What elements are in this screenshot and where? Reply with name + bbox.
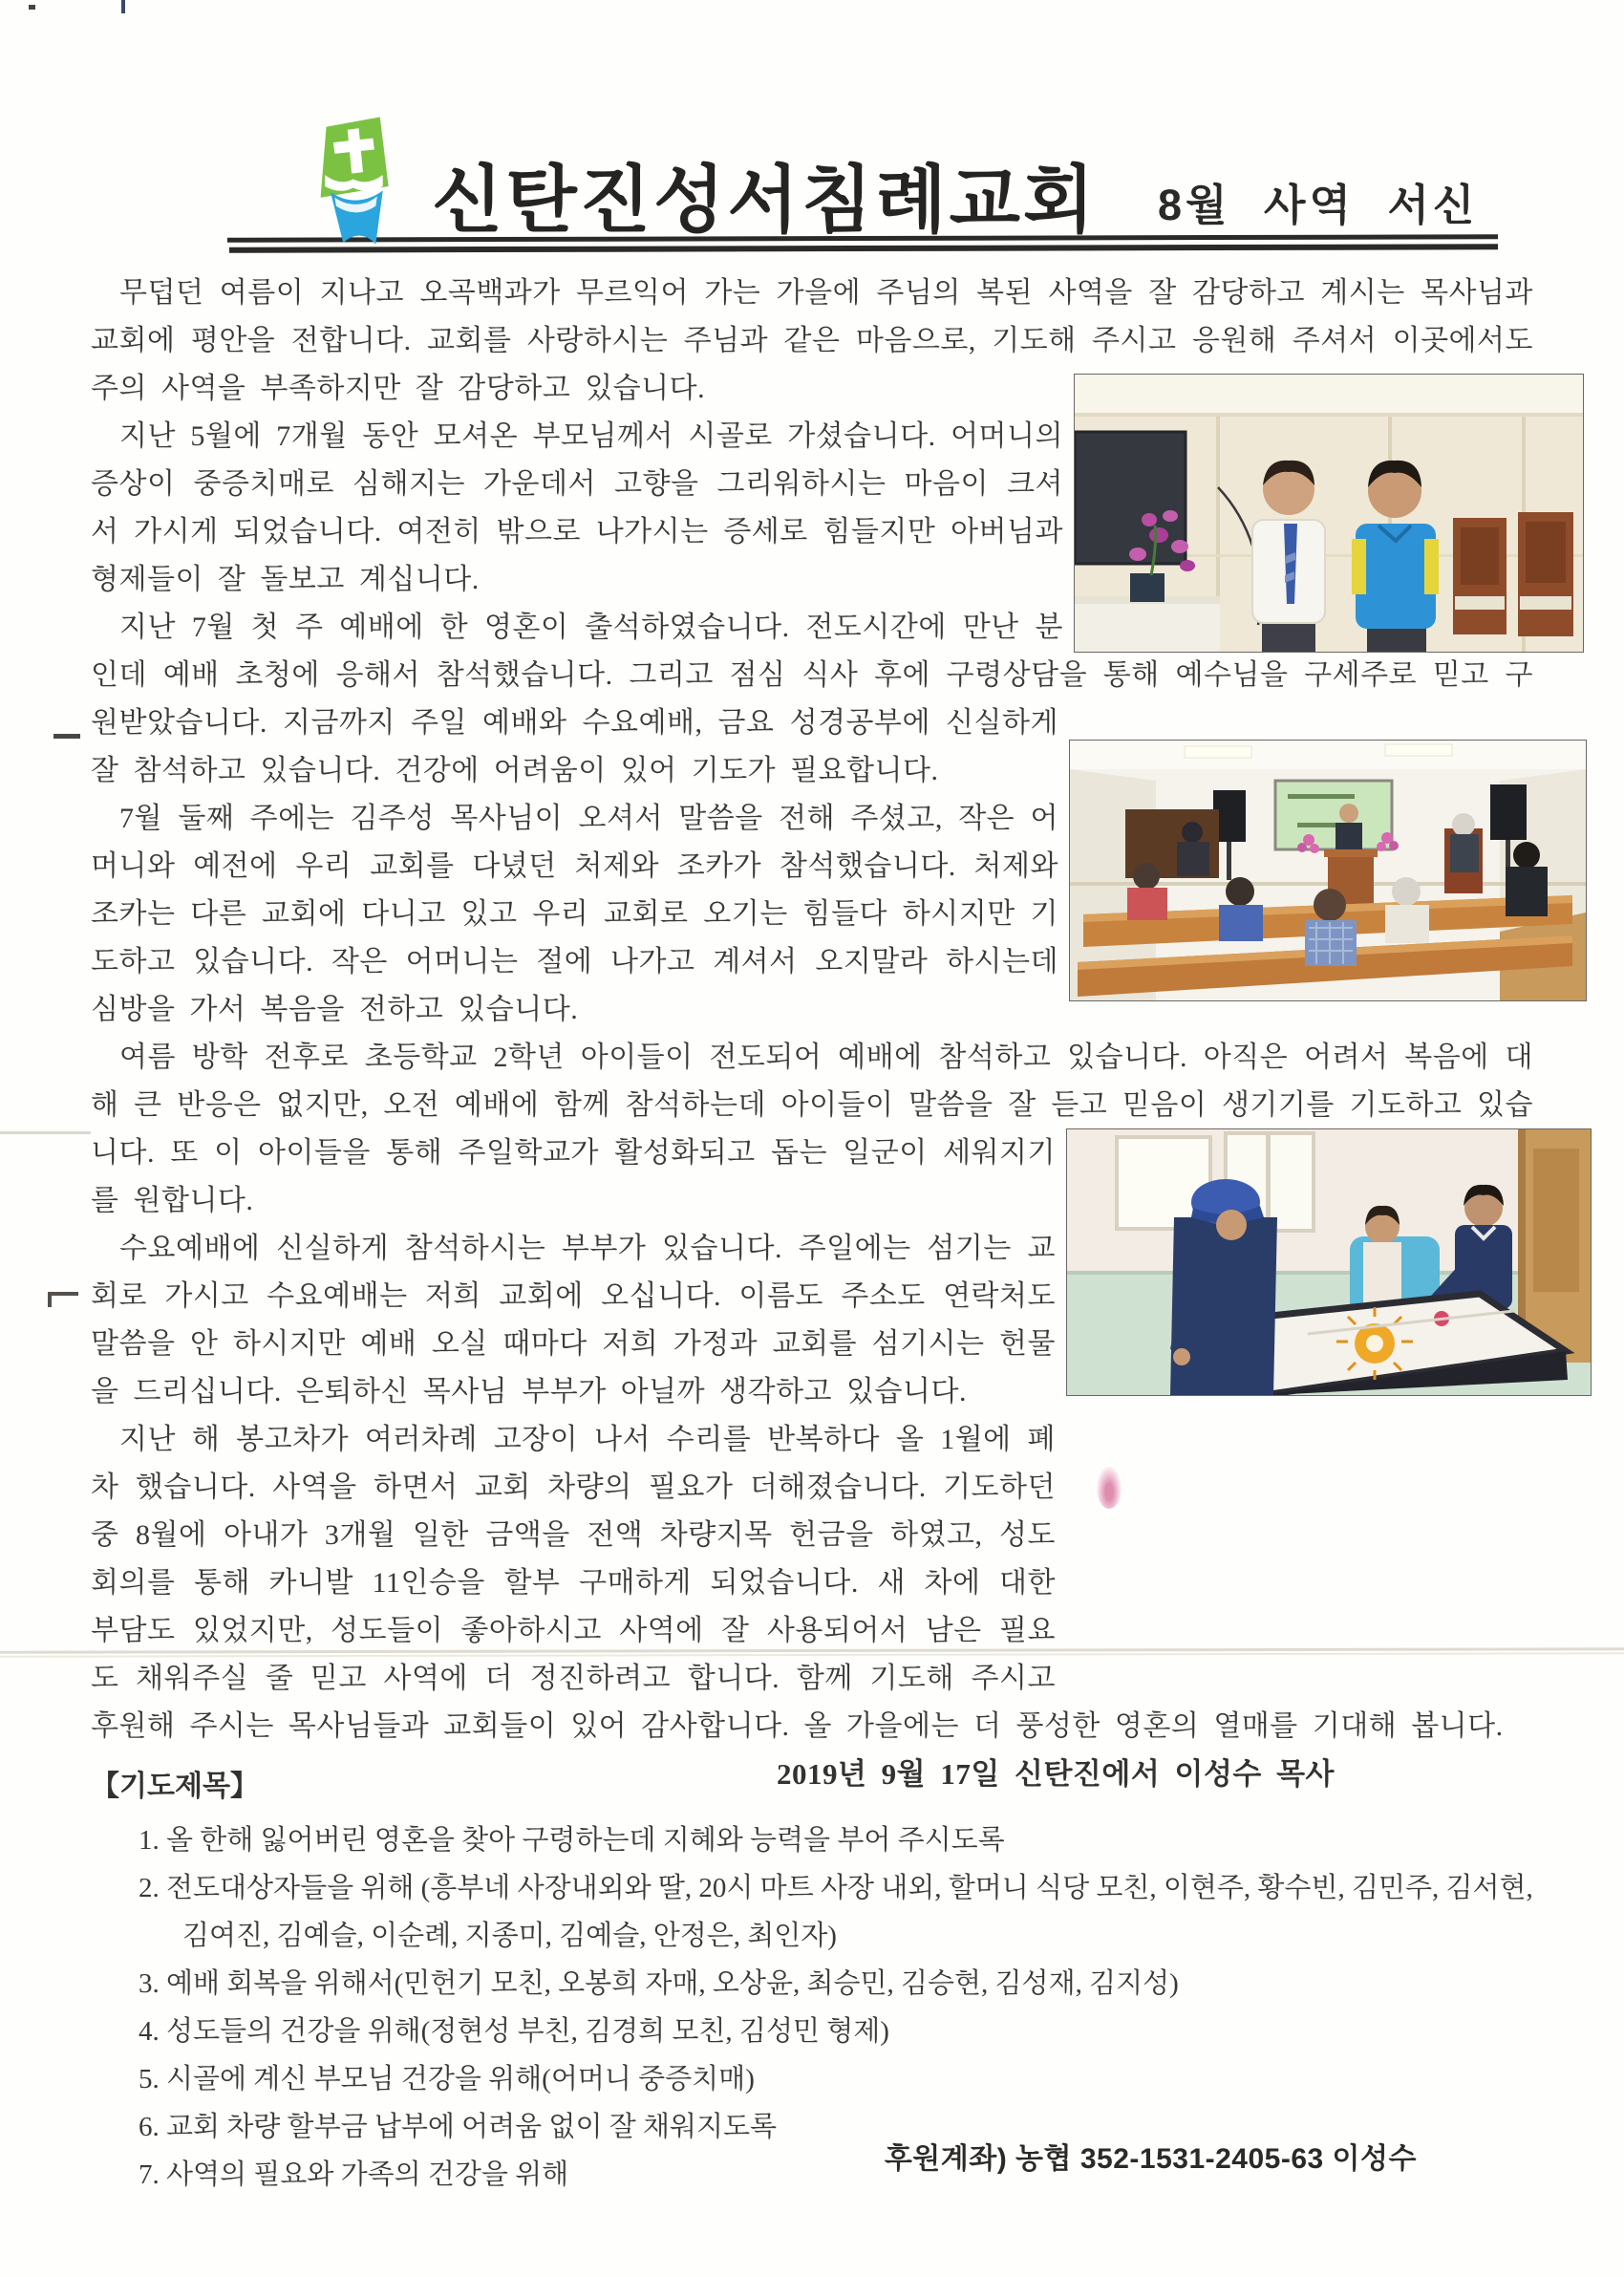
paragraph: 7월 둘째 주에는 김주성 목사님이 오셔서 말씀을 전해 주셨고, 작은 어머니와 예전에 우리 교회를 다녔던 처제와 조카가 참석했습니다. 처제와 조카는 다른 교회에 다니고 있고 우리 교회로 오기는 힘들다 하시지만 기도하고 있습니다. 작은 어머니는 절에 나가고 계셔서 오지말라 하시는데 심방을 가서 복음을 전하고 있습니다. xyxy=(91,803,1058,1025)
photo-children-playing-game xyxy=(1067,1129,1591,1395)
scan-margin-mark xyxy=(48,1292,78,1296)
photo-pastor-and-new-believer xyxy=(1075,375,1583,652)
church-logo-icon xyxy=(291,113,435,254)
prayer-item-text: 성도들의 건강을 위해(정현성 부친, 김경희 모친, 김성민 형제) xyxy=(166,2016,889,2047)
paragraph: 지난 7월 첫 주 예배에 한 영혼이 출석하였습니다. 전도시간에 만난 분인데 예배 초청에 응해서 참석했습니다. 그리고 점심 식사 후에 구령상담을 통해 예수님을 구세주로 믿고 구원받았습니다. 지금까지 주일 예배와 수요예배, 금요 성경공부에 신실하게 잘 참석하고 있습니다. 건강에 어려움이 있어 기도가 필요합니다. xyxy=(91,612,1533,786)
paper-crease xyxy=(0,1131,91,1134)
paragraph: 지난 5월에 7개월 동안 모셔온 부모님께서 시골로 가셨습니다. 어머니의 증상이 중증치매로 심해지는 가운데서 고향을 그리워하시는 마음이 크셔서 가시게 되었습니다. 여전히 밖으로 나가시는 증세로 힘들지만 아버님과 형제들이 잘 돌보고 계십니다. xyxy=(91,420,1063,595)
prayer-item xyxy=(114,1960,1552,2008)
prayer-item xyxy=(114,2055,1552,2103)
church-name: 신탄진성서침례교회 xyxy=(432,160,1098,242)
prayer-item xyxy=(114,2008,1552,2055)
paragraph: 지난 해 봉고차가 여러차례 고장이 나서 수리를 반복하다 올 1월에 폐차 했습니다. 사역을 하면서 교회 차량의 필요가 더해졌습니다. 기도하던 중 8월에 아내가 3개월 일한 금액을 전액 차량지목 헌금을 하였고, 성도회의를 통해 카니발 11인승을 할부 구매하게 되었습니다. 새 차에 대한 부담도 있었지만, 성도들이 좋아하시고 사역에 잘 사용되어서 남은 필요도 채워주실 줄 믿고 사역에 더 정진하려고 합니다. 함께 기도해 주시고 후원해 주시는 목사님들과 교회들이 있어 감사합니다. 올 가을에는 더 풍성한 영혼의 열매를 기대해 봅니다. xyxy=(91,1424,1504,1742)
support-account-line: 후원계좌) 농협 352-1531-2405-63 이성수 xyxy=(884,2143,1417,2175)
issue-title: 8월 사역 서신 xyxy=(1158,181,1479,229)
prayer-item-number: 2. xyxy=(139,1873,160,1903)
prayer-item-text: 시골에 계신 부모님 건강을 위해(어머니 중증치매) xyxy=(166,2064,755,2094)
prayer-request-section xyxy=(91,1763,1552,2199)
paragraph: 수요예배에 신실하게 참석하시는 부부가 있습니다. 주일에는 섬기는 교회로 가시고 수요예배는 저희 교회에 오십니다. 이름도 주소도 연락처도 말씀을 안 하시지만 예배 오실 때마다 저희 가정과 교회를 섬기시는 헌물을 드리십니다. 은퇴하신 목사님 부부가 아닐까 생각하고 있습니다. xyxy=(91,1233,1056,1407)
prayer-item-number: 7. xyxy=(139,2159,160,2190)
paragraph: 무덥던 여름이 지나고 오곡백과가 무르익어 가는 가을에 주님의 복된 사역을 잘 감당하고 계시는 목사님과 교회에 평안을 전합니다. 교회를 사랑하시는 주님과 같은 마음으로, 기도해 주시고 응원해 주셔서 이곳에서도 주의 사역을 부족하지만 잘 감당하고 있습니다. xyxy=(91,277,1533,404)
newsletter-header xyxy=(0,0,1624,258)
prayer-item-number: 3. xyxy=(139,1968,160,1999)
paragraph: 여름 방학 전후로 초등학교 2학년 아이들이 전도되어 예배에 참석하고 있습니다. 아직은 어려서 복음에 대해 큰 반응은 없지만, 오전 예배에 함께 참석하는데 아이들이 말씀을 잘 듣고 믿음이 생기기를 기도하고 있습니다. 또 이 아이들을 통해 주일학교가 활성화되고 돕는 일군이 세워지기를 원합니다. xyxy=(91,1042,1533,1216)
scan-margin-mark xyxy=(48,1292,52,1307)
red-ink-smudge xyxy=(1097,1467,1122,1509)
prayer-section-title: 【기도제목】 xyxy=(91,1771,259,1802)
prayer-item-text: 교회 차량 할부금 납부에 어려움 없이 잘 채워지도록 xyxy=(166,2112,778,2142)
prayer-item-number: 1. xyxy=(139,1825,160,1856)
prayer-item-number: 5. xyxy=(139,2064,160,2094)
photo-worship-service xyxy=(1070,741,1586,1000)
scan-edge-mark xyxy=(121,0,125,13)
prayer-item-number: 4. xyxy=(139,2016,160,2047)
date-signature-line: 2019년 9월 17일 신탄진에서 이성수 목사 xyxy=(776,1757,1335,1791)
prayer-item-text: 사역의 필요와 가족의 건강을 위해 xyxy=(166,2159,569,2190)
prayer-item xyxy=(114,1864,1552,1960)
prayer-item-text: 올 한해 잃어버린 영혼을 찾아 구령하는데 지혜와 능력을 부어 주시도록 xyxy=(166,1825,1005,1856)
scan-speck xyxy=(29,5,35,10)
prayer-item xyxy=(114,1816,1552,1864)
prayer-item-text: 전도대상자들을 위해 (흥부네 사장내외와 딸, 20시 마트 사장 내외, 할머니 식당 모친, 이현주, 황수빈, 김민주, 김서현, 김여진, 김예슬, 이순례, 지종미, 김예슬, 안정은, 최인자) xyxy=(166,1873,1533,1951)
prayer-item-number: 6. xyxy=(139,2112,160,2142)
prayer-item-text: 예배 회복을 위해서(민헌기 모친, 오봉희 자매, 오상윤, 최승민, 김승현, 김성재, 김지성) xyxy=(166,1968,1179,1999)
scan-margin-mark xyxy=(53,734,80,739)
